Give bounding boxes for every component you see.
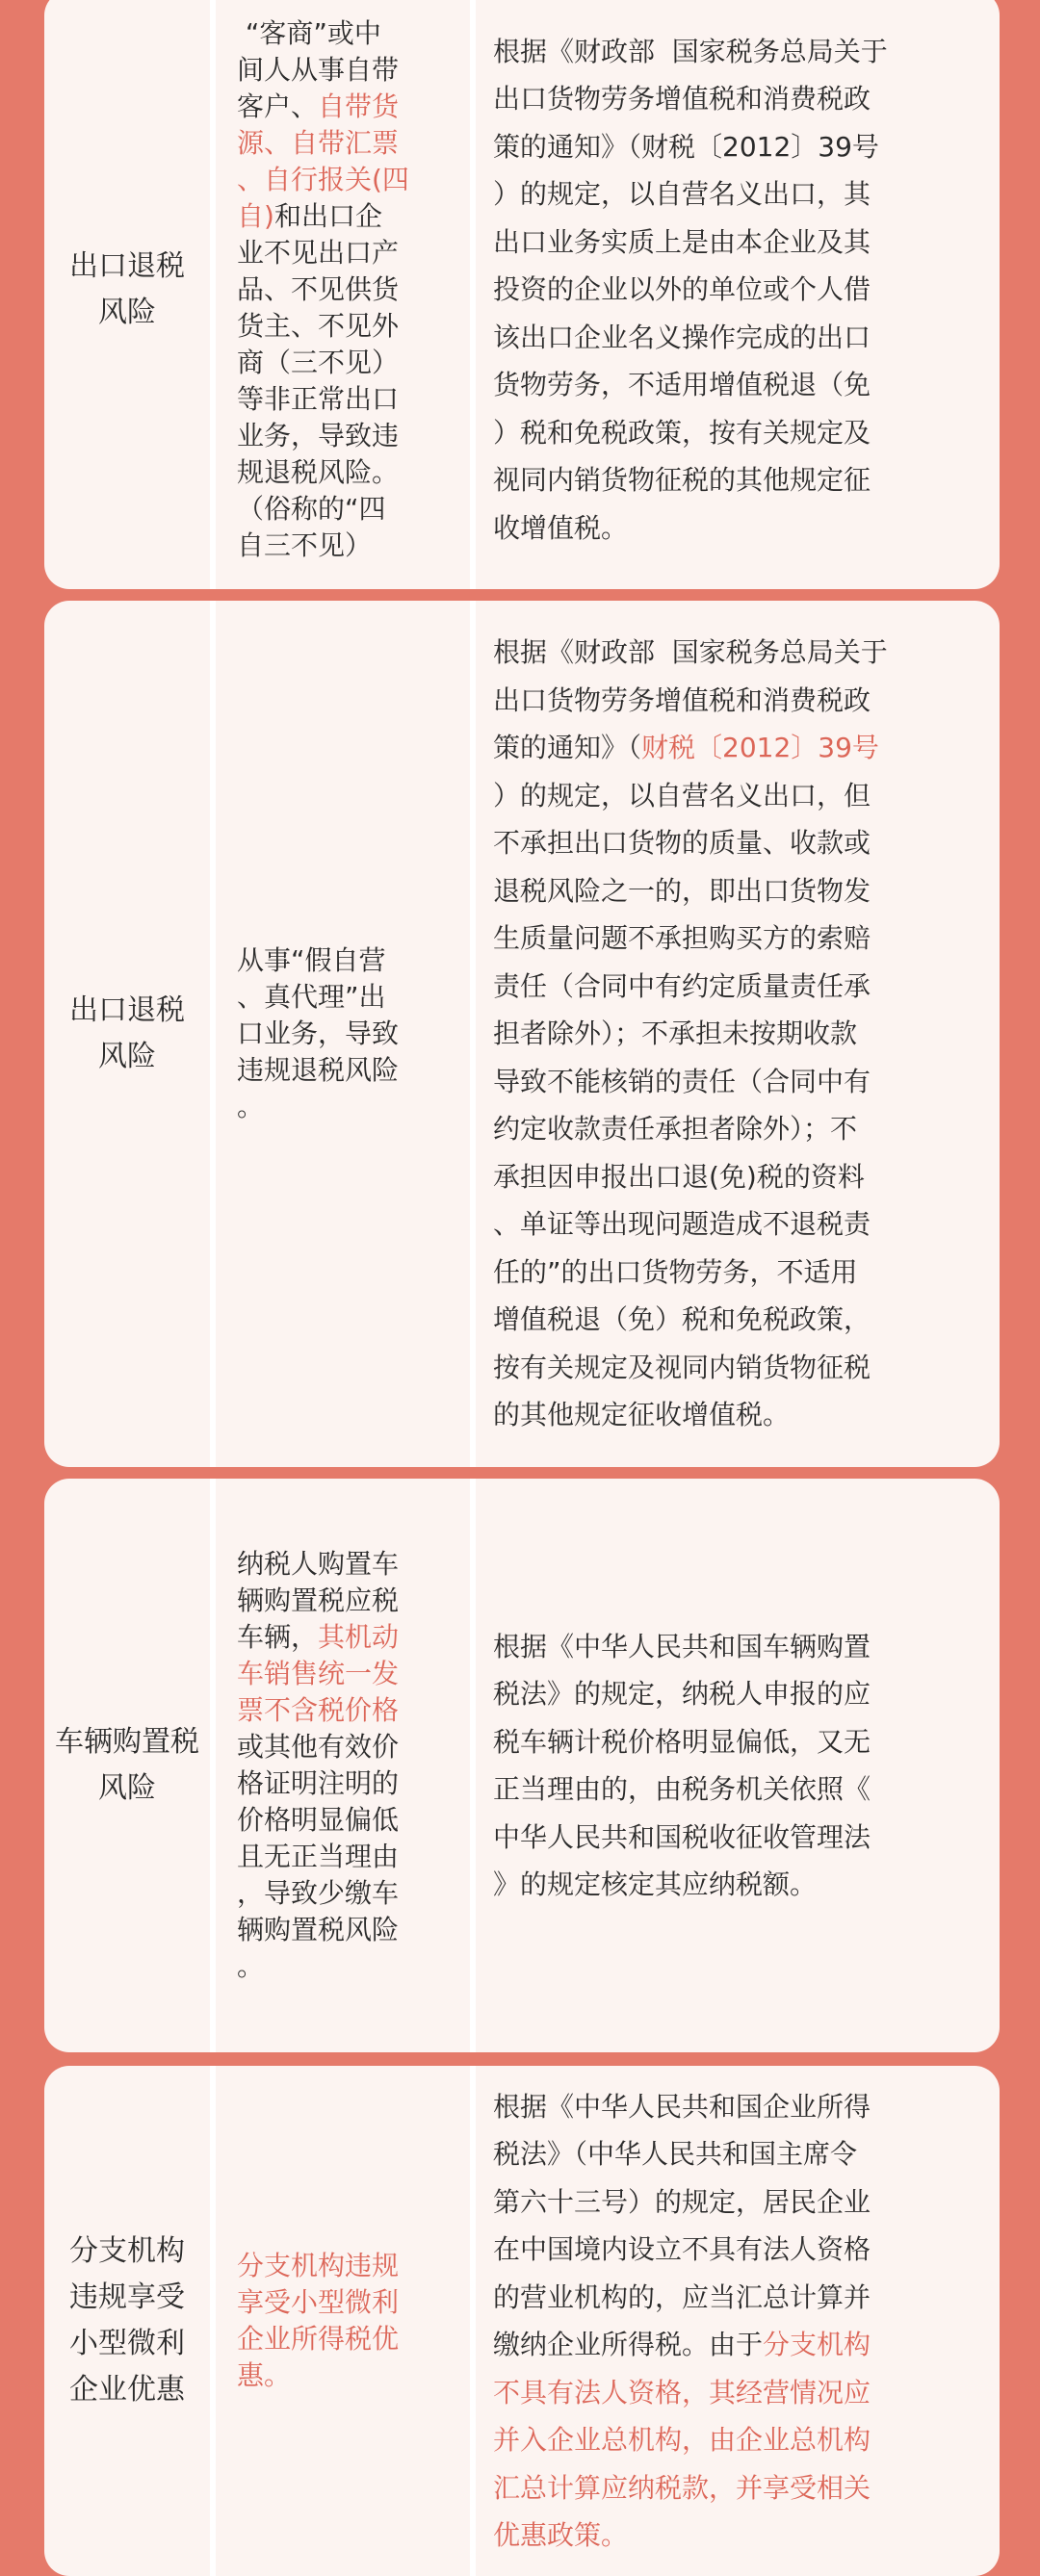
- legal-basis: [470, 601, 1000, 1467]
- highlighted-text: 分支机构 不具有法人资格，其经营情况应 并入企业总机构，由企业总机构 汇总计算应纳税款，并享受相关 优惠政策。: [493, 2329, 871, 2551]
- text-segment: 从事“假自营 、真代理”出 口业务，导致 违规退税风险 。: [237, 944, 400, 1122]
- risk-category: 分支机构 违规享受 小型微利 企业优惠: [69, 2234, 185, 2407]
- legal-basis: [470, 0, 1000, 589]
- risk-category: 出口退税 风险: [69, 249, 185, 329]
- risk-description: [210, 2066, 470, 2576]
- highlighted-text: 分支机构违规 享受小型微利 企业所得税优 惠。: [237, 2250, 400, 2391]
- column-divider: [470, 601, 476, 1467]
- text-segment: ）的规定，以自营名义出口，但 不承担出口货物的质量、收款或 退税风险之一的，即出口货物发 生质量问题不承担购买方的索赔 责任（合同中有约定质量责任承 担者除外）；不承担未按期收款 导致不能核销的责任（合同中有 约定收款责任承担者除外）；不 承担因申报出口退(免)税的资料 、单证等出现问题造成不退税责 任的”的出口货物劳务，不适用 增值税退（免）税和免税政策， 按有关规定及视同内销货物征税 的其他规定征收增值税。: [493, 779, 871, 1431]
- column-divider: [470, 1479, 476, 2052]
- risk-category: 车辆购置税 风险: [55, 1725, 199, 1805]
- column-divider: [470, 2066, 476, 2576]
- text-segment: 或其他有效价 格证明注明的 价格明显偏低 且无正当理由 ，导致少缴车 辆购置税风险 。: [237, 1731, 400, 1982]
- risk-description: [210, 1479, 470, 2052]
- table-row: [44, 601, 1000, 1467]
- text-segment: 和出口企 业不见出口产 品、不见供货 货主、不见外 商（三不见） 等非正常出口 业务，导致违 规退税风险。 （俗称的“四 自三不见）: [237, 200, 400, 561]
- risk-category: 出口退税 风险: [69, 993, 185, 1073]
- column-divider: [210, 601, 216, 1467]
- column-divider: [210, 2066, 216, 2576]
- text-segment: 根据《中华人民共和国车辆购置 税法》的规定，纳税人申报的应 税车辆计税价格明显偏低，又无 正当理由的，由税务机关依照《 中华人民共和国税收征收管理法 》的规定核定其应纳税额。: [493, 1630, 871, 1900]
- column-divider: [210, 1479, 216, 2052]
- table-row: [44, 1479, 1000, 2052]
- table-row: [44, 2066, 1000, 2576]
- text-segment: “客商”或中 间人从事自带 客户、: [237, 17, 400, 122]
- legal-basis: [470, 2066, 1000, 2576]
- text-segment: 根据《财政部 国家税务总局关于 出口货物劳务增值税和消费税政 策的通知》（: [493, 636, 888, 764]
- highlighted-text: 财税〔2012〕39号: [641, 732, 879, 764]
- column-divider: [470, 0, 476, 589]
- highlighted-text: 其机动 车销售统一发 票不含税价格: [237, 1621, 400, 1726]
- text-segment: 根据《中华人民共和国企业所得 税法》（中华人民共和国主席令 第六十三号）的规定，居民企业 在中国境内设立不具有法人资格 的营业机构的，应当汇总计算并 缴纳企业所得税。由于: [493, 2090, 871, 2360]
- column-divider: [210, 0, 216, 589]
- legal-basis: [470, 1479, 1000, 2052]
- risk-description: [210, 601, 470, 1467]
- text-segment: 根据《财政部 国家税务总局关于 出口货物劳务增值税和消费税政 策的通知》（财税〔2012〕39号 ）的规定，以自营名义出口，其 出口业务实质上是由本企业及其 投资的企业以外的单位或个人借 该出口企业名义操作完成的出口 货物劳务，不适用增值税退（免 ）税和免税政策，按有关规定及 视同内销货物征税的其他规定征 收增值税。: [493, 35, 888, 544]
- highlighted-text: 自带货 源、自带汇票 、自行报关(四 自): [237, 90, 409, 232]
- risk-description: [210, 0, 470, 589]
- text-segment: 纳税人购置车 辆购置税应税 车辆，: [237, 1548, 400, 1653]
- table-row: [44, 0, 1000, 589]
